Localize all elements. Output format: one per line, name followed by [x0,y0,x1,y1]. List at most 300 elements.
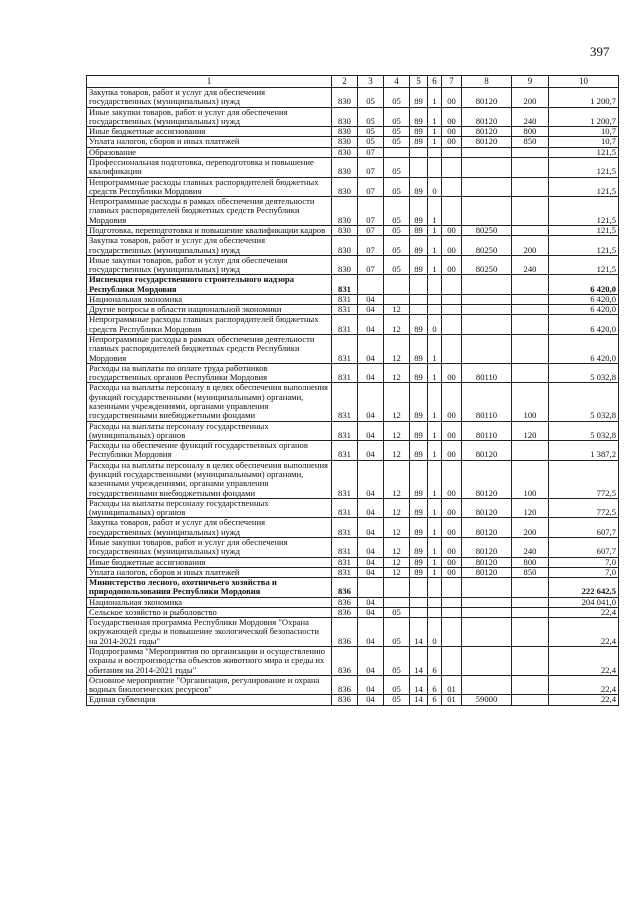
admin-code-cell: 831 [332,518,358,538]
direction-cell: 80120 [462,567,512,577]
subprogram-cell [428,305,442,315]
subprogram-cell: 1 [428,137,442,147]
program-cell: 89 [410,498,428,518]
table-row [87,675,619,695]
subsection-cell: 05 [384,127,410,137]
program-cell: 89 [410,557,428,567]
subsection-cell: 05 [384,607,410,617]
expense-type-cell [512,177,549,197]
event-cell [442,294,462,304]
subsection-cell: 05 [384,647,410,676]
table-row [87,618,619,647]
expense-type-cell [512,197,549,226]
admin-code-cell: 831 [332,275,358,295]
admin-code-cell: 830 [332,197,358,226]
direction-cell [462,607,512,617]
event-cell: 00 [442,537,462,557]
row-name-cell: Иные закупки товаров, работ и услуг для обеспечения государственных (муниципальных) нужд [87,107,332,127]
section-cell: 04 [358,675,384,695]
expense-type-cell [512,294,549,304]
row-name-cell: Инспекция государственного строительного надзора Республики Мордовия [87,275,332,295]
program-cell: 14 [410,695,428,705]
section-cell: 07 [358,255,384,275]
subprogram-cell [428,147,442,157]
direction-cell [462,157,512,177]
direction-cell: 80120 [462,88,512,108]
event-cell [442,597,462,607]
table-row [87,460,619,498]
header-row [87,76,619,88]
table-row [87,363,619,383]
event-cell [442,305,462,315]
table-row [87,107,619,127]
subprogram-cell: 1 [428,107,442,127]
subprogram-cell: 1 [428,383,442,421]
event-cell [442,647,462,676]
subprogram-cell [428,607,442,617]
column-header: 1 [87,76,332,88]
admin-code-cell: 831 [332,498,358,518]
section-cell: 04 [358,441,384,461]
budget-table [86,75,619,706]
event-cell [442,177,462,197]
program-cell: 89 [410,255,428,275]
event-cell: 00 [442,255,462,275]
table-row [87,177,619,197]
amount-cell: 607,7 [549,518,619,538]
direction-cell: 80110 [462,363,512,383]
expense-type-cell: 850 [512,567,549,577]
table-row [87,225,619,235]
subprogram-cell: 1 [428,255,442,275]
row-name-cell: Основное мероприятие "Организация, регулирование и охрана водных биологических ресурсов" [87,675,332,695]
program-cell: 89 [410,107,428,127]
row-name-cell: Подготовка, переподготовка и повышение квалификации кадров [87,225,332,235]
row-name-cell: Министерство лесного, охотничьего хозяйства и природопользования Республики Мордовия [87,578,332,598]
row-name-cell: Закупка товаров, работ и услуг для обеспечения государственных (муниципальных) нужд [87,88,332,108]
direction-cell [462,294,512,304]
row-name-cell: Иные закупки товаров, работ и услуг для обеспечения государственных (муниципальных) нужд [87,537,332,557]
expense-type-cell [512,275,549,295]
row-name-cell: Уплата налогов, сборов и иных платежей [87,567,332,577]
section-cell: 07 [358,157,384,177]
subprogram-cell: 6 [428,675,442,695]
direction-cell [462,147,512,157]
section-cell: 04 [358,421,384,441]
subsection-cell: 05 [384,157,410,177]
subprogram-cell [428,275,442,295]
amount-cell: 10,7 [549,137,619,147]
subsection-cell: 05 [384,255,410,275]
program-cell [410,597,428,607]
admin-code-cell: 836 [332,607,358,617]
subprogram-cell: 6 [428,647,442,676]
subsection-cell [384,578,410,598]
table-row [87,255,619,275]
row-name-cell: Непрограммные расходы главных распорядителей бюджетных средств Республики Мордовия [87,315,332,335]
direction-cell [462,618,512,647]
event-cell: 00 [442,498,462,518]
subsection-cell: 12 [384,518,410,538]
program-cell: 89 [410,197,428,226]
column-header: 2 [332,76,358,88]
subsection-cell: 05 [384,137,410,147]
row-name-cell: Подпрограмма "Мероприятия по организации и осуществлению охраны и воспроизводства объектов животного мира и среды их обитания на 2014-2021 годы" [87,647,332,676]
amount-cell: 121,5 [549,236,619,256]
program-cell [410,294,428,304]
direction-cell: 80120 [462,107,512,127]
expense-type-cell [512,618,549,647]
subsection-cell: 12 [384,335,410,364]
admin-code-cell: 830 [332,177,358,197]
admin-code-cell: 836 [332,618,358,647]
program-cell [410,157,428,177]
admin-code-cell: 830 [332,225,358,235]
amount-cell: 22,4 [549,618,619,647]
program-cell: 89 [410,177,428,197]
program-cell: 89 [410,421,428,441]
row-name-cell: Образование [87,147,332,157]
expense-type-cell [512,607,549,617]
table-row [87,315,619,335]
admin-code-cell: 831 [332,315,358,335]
program-cell: 14 [410,618,428,647]
section-cell: 04 [358,305,384,315]
program-cell: 14 [410,675,428,695]
column-header: 8 [462,76,512,88]
section-cell: 04 [358,607,384,617]
direction-cell [462,647,512,676]
admin-code-cell: 831 [332,383,358,421]
section-cell: 04 [358,383,384,421]
expense-type-cell: 200 [512,88,549,108]
admin-code-cell: 831 [332,294,358,304]
table-row [87,498,619,518]
event-cell: 00 [442,518,462,538]
subprogram-cell: 1 [428,363,442,383]
subprogram-cell: 1 [428,88,442,108]
table-row [87,537,619,557]
expense-type-cell: 850 [512,137,549,147]
table-row [87,647,619,676]
section-cell: 04 [358,647,384,676]
direction-cell: 80120 [462,460,512,498]
program-cell [410,607,428,617]
column-header: 7 [442,76,462,88]
amount-cell: 121,5 [549,157,619,177]
admin-code-cell: 831 [332,363,358,383]
column-header: 9 [512,76,549,88]
expense-type-cell: 200 [512,518,549,538]
section-cell: 04 [358,460,384,498]
expense-type-cell [512,315,549,335]
table-row [87,137,619,147]
expense-type-cell [512,335,549,364]
table-row [87,578,619,598]
amount-cell: 7,0 [549,567,619,577]
program-cell: 89 [410,225,428,235]
amount-cell: 1 200,7 [549,107,619,127]
section-cell [358,275,384,295]
table-row [87,557,619,567]
row-name-cell: Иные бюджетные ассигнования [87,127,332,137]
event-cell: 00 [442,460,462,498]
direction-cell: 80250 [462,236,512,256]
admin-code-cell: 831 [332,537,358,557]
direction-cell: 80110 [462,421,512,441]
program-cell: 89 [410,137,428,147]
subprogram-cell [428,294,442,304]
event-cell: 01 [442,695,462,705]
section-cell: 04 [358,618,384,647]
direction-cell: 80120 [462,537,512,557]
row-name-cell: Иные закупки товаров, работ и услуг для обеспечения государственных (муниципальных) нужд [87,255,332,275]
program-cell: 89 [410,441,428,461]
row-name-cell: Национальная экономика [87,294,332,304]
amount-cell: 607,7 [549,537,619,557]
subprogram-cell: 0 [428,618,442,647]
program-cell [410,275,428,295]
row-name-cell: Непрограммные расходы главных распорядителей бюджетных средств Республики Мордовия [87,177,332,197]
row-name-cell: Национальная экономика [87,597,332,607]
subprogram-cell: 1 [428,537,442,557]
subsection-cell: 12 [384,315,410,335]
amount-cell: 1 387,2 [549,441,619,461]
table-row [87,695,619,705]
event-cell: 00 [442,383,462,421]
event-cell [442,315,462,335]
subsection-cell: 12 [384,498,410,518]
expense-type-cell [512,363,549,383]
admin-code-cell: 830 [332,137,358,147]
section-cell: 07 [358,147,384,157]
expense-type-cell [512,147,549,157]
column-header: 6 [428,76,442,88]
subsection-cell: 12 [384,383,410,421]
direction-cell [462,578,512,598]
amount-cell: 6 420,0 [549,335,619,364]
section-cell: 07 [358,197,384,226]
admin-code-cell: 830 [332,255,358,275]
admin-code-cell: 830 [332,157,358,177]
subprogram-cell: 6 [428,695,442,705]
admin-code-cell: 836 [332,597,358,607]
row-name-cell: Расходы на выплаты персоналу в целях обеспечения выполнения функций государственными (муниципальными) органами, казенными учреждениями, органами управления государственными внебюджетными фондами [87,383,332,421]
amount-cell: 222 642,5 [549,578,619,598]
section-cell: 04 [358,597,384,607]
expense-type-cell: 240 [512,255,549,275]
section-cell: 04 [358,537,384,557]
section-cell: 04 [358,695,384,705]
expense-type-cell [512,305,549,315]
program-cell: 89 [410,383,428,421]
subprogram-cell: 1 [428,197,442,226]
section-cell: 05 [358,88,384,108]
row-name-cell: Иные бюджетные ассигнования [87,557,332,567]
amount-cell: 5 032,8 [549,383,619,421]
column-header: 10 [549,76,619,88]
admin-code-cell: 831 [332,557,358,567]
amount-cell: 121,5 [549,147,619,157]
subsection-cell [384,147,410,157]
subsection-cell: 12 [384,557,410,567]
table-row [87,275,619,295]
admin-code-cell: 831 [332,460,358,498]
program-cell: 89 [410,127,428,137]
program-cell: 89 [410,537,428,557]
table-row [87,518,619,538]
section-cell: 04 [358,335,384,364]
subprogram-cell: 1 [428,441,442,461]
admin-code-cell: 831 [332,567,358,577]
subsection-cell [384,294,410,304]
direction-cell [462,305,512,315]
direction-cell [462,275,512,295]
amount-cell: 6 420,0 [549,275,619,295]
amount-cell: 6 420,0 [549,315,619,335]
amount-cell: 6 420,0 [549,305,619,315]
amount-cell: 121,5 [549,177,619,197]
amount-cell: 121,5 [549,197,619,226]
table-row [87,88,619,108]
direction-cell: 80110 [462,383,512,421]
section-cell: 04 [358,557,384,567]
amount-cell: 22,4 [549,675,619,695]
event-cell: 00 [442,363,462,383]
table-row [87,607,619,617]
event-cell [442,197,462,226]
direction-cell: 80120 [462,518,512,538]
expense-type-cell [512,695,549,705]
row-name-cell: Сельское хозяйство и рыболовство [87,607,332,617]
section-cell: 07 [358,225,384,235]
program-cell: 89 [410,460,428,498]
subprogram-cell: 1 [428,498,442,518]
event-cell: 00 [442,557,462,567]
subsection-cell: 05 [384,177,410,197]
program-cell: 14 [410,647,428,676]
event-cell: 00 [442,225,462,235]
direction-cell: 80250 [462,255,512,275]
table-row [87,597,619,607]
subprogram-cell: 1 [428,518,442,538]
program-cell: 89 [410,236,428,256]
direction-cell [462,597,512,607]
direction-cell [462,315,512,335]
section-cell: 05 [358,107,384,127]
program-cell [410,578,428,598]
expense-type-cell [512,597,549,607]
subsection-cell: 05 [384,695,410,705]
admin-code-cell: 830 [332,107,358,127]
section-cell: 04 [358,498,384,518]
direction-cell: 80120 [462,127,512,137]
column-header: 5 [410,76,428,88]
amount-cell: 5 032,8 [549,363,619,383]
event-cell: 01 [442,675,462,695]
subsection-cell [384,597,410,607]
expense-type-cell: 240 [512,537,549,557]
column-header: 4 [384,76,410,88]
direction-cell: 80120 [462,441,512,461]
subsection-cell: 12 [384,363,410,383]
admin-code-cell: 830 [332,88,358,108]
amount-cell: 121,5 [549,225,619,235]
subprogram-cell: 1 [428,236,442,256]
program-cell: 89 [410,315,428,335]
row-name-cell: Непрограммные расходы в рамках обеспечения деятельности главных распорядителей бюджетных средств Республики Мордовия [87,197,332,226]
program-cell: 89 [410,567,428,577]
subsection-cell: 05 [384,236,410,256]
amount-cell: 5 032,8 [549,421,619,441]
subprogram-cell: 0 [428,315,442,335]
expense-type-cell [512,578,549,598]
admin-code-cell: 831 [332,421,358,441]
subprogram-cell: 1 [428,335,442,364]
amount-cell: 772,5 [549,498,619,518]
program-cell: 89 [410,88,428,108]
section-cell: 04 [358,315,384,335]
subsection-cell: 12 [384,567,410,577]
row-name-cell: Закупка товаров, работ и услуг для обеспечения государственных (муниципальных) нужд [87,518,332,538]
event-cell: 00 [442,127,462,137]
row-name-cell: Расходы на обеспечение функций государственных органов Республики Мордовия [87,441,332,461]
event-cell: 00 [442,88,462,108]
amount-cell: 204 041,0 [549,597,619,607]
program-cell: 89 [410,363,428,383]
subprogram-cell: 1 [428,567,442,577]
event-cell [442,147,462,157]
subprogram-cell [428,597,442,607]
row-name-cell: Профессиональная подготовка, переподготовка и повышение квалификации [87,157,332,177]
table-row [87,383,619,421]
table-body [87,88,619,706]
row-name-cell: Расходы на выплаты персоналу государственных (муниципальных) органов [87,421,332,441]
direction-cell [462,335,512,364]
page-number: 397 [590,44,610,59]
direction-cell [462,177,512,197]
row-name-cell: Уплата налогов, сборов и иных платежей [87,137,332,147]
subsection-cell: 05 [384,197,410,226]
table-row [87,294,619,304]
section-cell: 04 [358,518,384,538]
subprogram-cell: 1 [428,460,442,498]
row-name-cell: Закупка товаров, работ и услуг для обеспечения государственных (муниципальных) нужд [87,236,332,256]
subprogram-cell: 1 [428,557,442,567]
amount-cell: 6 420,0 [549,294,619,304]
expense-type-cell: 100 [512,383,549,421]
subprogram-cell: 1 [428,421,442,441]
table-row [87,335,619,364]
admin-code-cell: 830 [332,127,358,137]
expense-type-cell: 800 [512,127,549,137]
section-cell: 05 [358,137,384,147]
event-cell [442,335,462,364]
subprogram-cell [428,578,442,598]
event-cell: 00 [442,567,462,577]
table-row [87,127,619,137]
subsection-cell: 05 [384,88,410,108]
direction-cell: 80120 [462,498,512,518]
program-cell: 89 [410,518,428,538]
expense-type-cell: 120 [512,421,549,441]
subprogram-cell: 0 [428,177,442,197]
table-row [87,567,619,577]
direction-cell [462,197,512,226]
program-cell: 89 [410,335,428,364]
admin-code-cell: 831 [332,441,358,461]
event-cell: 00 [442,107,462,127]
